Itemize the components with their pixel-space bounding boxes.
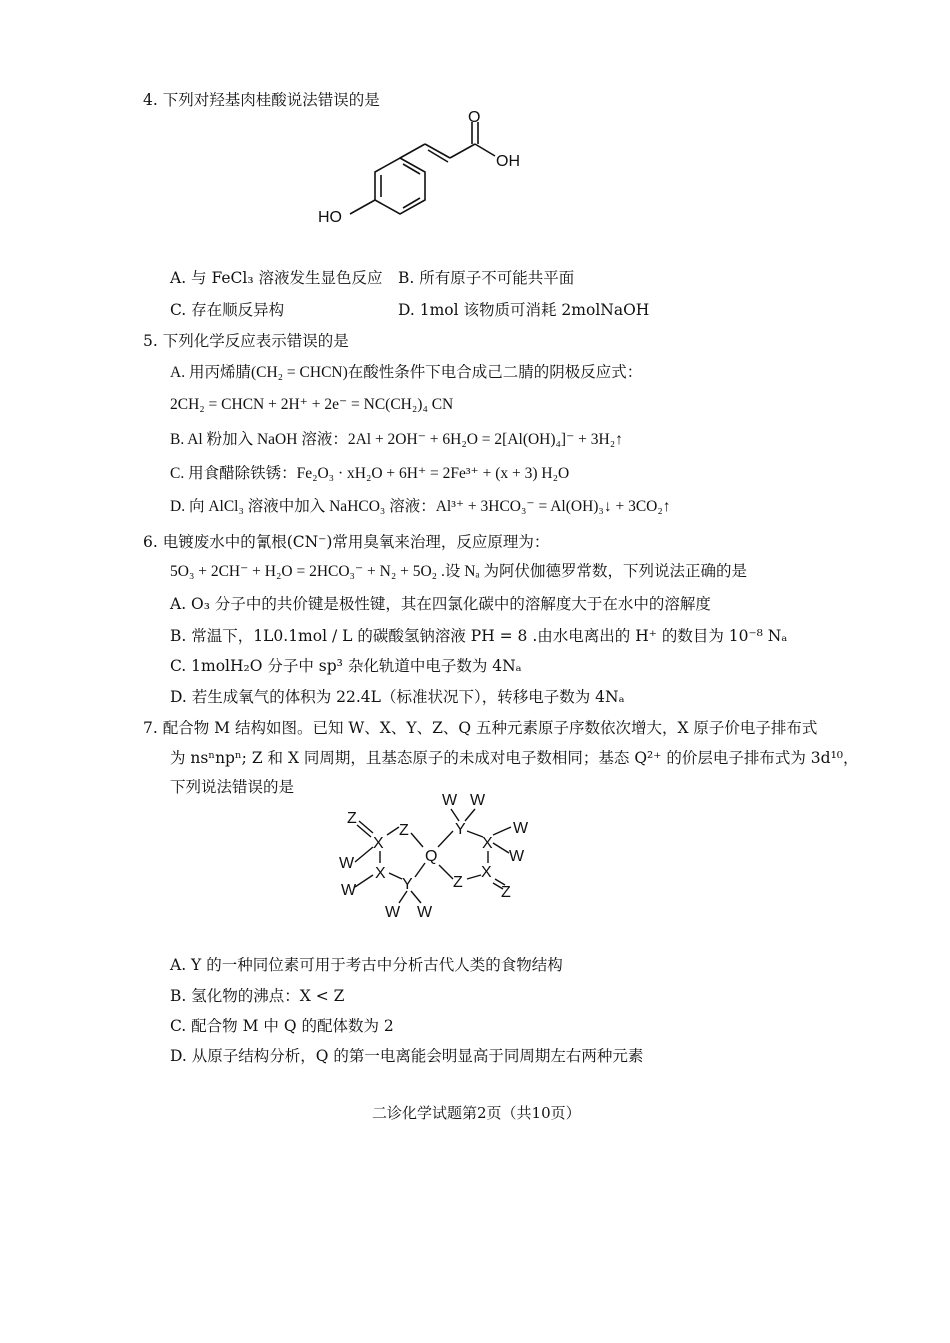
complex-m-structure	[335, 785, 565, 935]
svg-text:W: W	[509, 848, 525, 865]
q6-stem-line1: 6. 电镀废水中的氰根(CN⁻)常用臭氧来治理，反应原理为：	[143, 533, 550, 551]
p-hydroxycinnamic-acid-structure	[310, 109, 550, 240]
q5-stem: 5. 下列化学反应表示错误的是	[143, 332, 349, 350]
q5-option-a-text: A. 用丙烯腈(CH₂ = CHCN)在酸性条件下电合成己二腈的阴极反应式：	[170, 364, 643, 381]
q4-option-c: C. 存在顺反异构	[170, 301, 285, 319]
q4-stem: 4. 下列对羟基肉桂酸说法错误的是	[143, 91, 380, 109]
svg-text:Z: Z	[347, 810, 357, 827]
q5-option-a-equation: 2CH₂ = CHCN + 2H⁺ + 2e⁻ = NC(CH₂)₄ CN	[170, 396, 454, 413]
svg-text:X: X	[375, 865, 386, 882]
q6-option-b: B. 常温下，1L0.1mol / L 的碳酸氢钠溶液 PH = 8 .由水电离出的 H⁺ 的数目为 10⁻⁸ Nₐ	[170, 627, 788, 645]
q5-option-d: D. 向 AlCl₃ 溶液中加入 NaHCO₃ 溶液：Al³⁺ + 3HCO₃⁻ = Al(OH)₃↓ + 3CO₂↑	[170, 498, 671, 515]
q5-option-c: C. 用食醋除铁锈：Fe₂O₃ · xH₂O + 6H⁺ = 2Fe³⁺ + (x + 3) H₂O	[170, 465, 570, 482]
svg-text:W: W	[339, 855, 355, 872]
q4-option-b: B. 所有原子不可能共平面	[398, 269, 575, 287]
ho-label: HO	[318, 209, 342, 226]
q6-option-d: D. 若生成氧气的体积为 22.4L（标准状况下），转移电子数为 4Nₐ	[170, 688, 625, 706]
q6-option-c: C. 1molH₂O 分子中 sp³ 杂化轨道中电子数为 4Nₐ	[170, 657, 522, 675]
q7-stem-line3: 下列说法错误的是	[170, 778, 295, 796]
svg-text:Z: Z	[399, 822, 409, 839]
svg-text:W: W	[470, 792, 486, 809]
svg-text:X: X	[482, 835, 493, 852]
q7-stem-line2: 为 nsⁿnpⁿ; Z 和 X 同周期，且基态原子的未成对电子数相同；基态 Q²⁺ 的价层电子排布式为 3d¹⁰，	[170, 749, 859, 767]
q7-stem-line1: 7. 配合物 M 结构如图。已知 W、X、Y、Z、Q 五种元素原子序数依次增大，X 原子价电子排布式	[143, 719, 818, 737]
q4-option-d: D. 1mol 该物质可消耗 2molNaOH	[398, 301, 650, 319]
svg-text:X: X	[373, 835, 384, 852]
svg-text:X: X	[481, 864, 492, 881]
oh-label: OH	[496, 153, 520, 170]
q6-stem-line2: 5O₃ + 2CH⁻ + H₂O = 2HCO₃⁻ + N₂ + 5O₂ .设 Nₐ 为阿伏伽德罗常数，下列说法正确的是	[170, 563, 747, 580]
q5-option-b: B. Al 粉加入 NaOH 溶液：2Al + 2OH⁻ + 6H₂O = 2[Al(OH)₄]⁻ + 3H₂↑	[170, 431, 623, 448]
svg-text:W: W	[513, 820, 529, 837]
svg-text:W: W	[442, 792, 458, 809]
q7-option-b: B. 氢化物的沸点：X < Z	[170, 987, 345, 1005]
svg-text:Y: Y	[455, 821, 466, 838]
svg-text:Q: Q	[425, 848, 438, 865]
q7-option-a: A. Y 的一种同位素可用于考古中分析古代人类的食物结构	[170, 956, 563, 974]
svg-text:W: W	[341, 882, 357, 899]
svg-text:Y: Y	[402, 876, 413, 893]
svg-text:W: W	[417, 904, 433, 921]
page-footer: 二诊化学试题第2页（共10页）	[372, 1104, 581, 1122]
q7-option-c: C. 配合物 M 中 Q 的配体数为 2	[170, 1017, 394, 1035]
svg-text:Z: Z	[501, 884, 511, 901]
o-label: O	[468, 109, 481, 126]
q4-option-a: A. 与 FeCl₃ 溶液发生显色反应	[170, 269, 383, 287]
q7-option-d: D. 从原子结构分析，Q 的第一电离能会明显高于同周期左右两种元素	[170, 1047, 644, 1065]
q6-option-a: A. O₃ 分子中的共价键是极性键，其在四氯化碳中的溶解度大于在水中的溶解度	[170, 595, 711, 613]
svg-text:W: W	[385, 904, 401, 921]
svg-text:Z: Z	[453, 874, 463, 891]
